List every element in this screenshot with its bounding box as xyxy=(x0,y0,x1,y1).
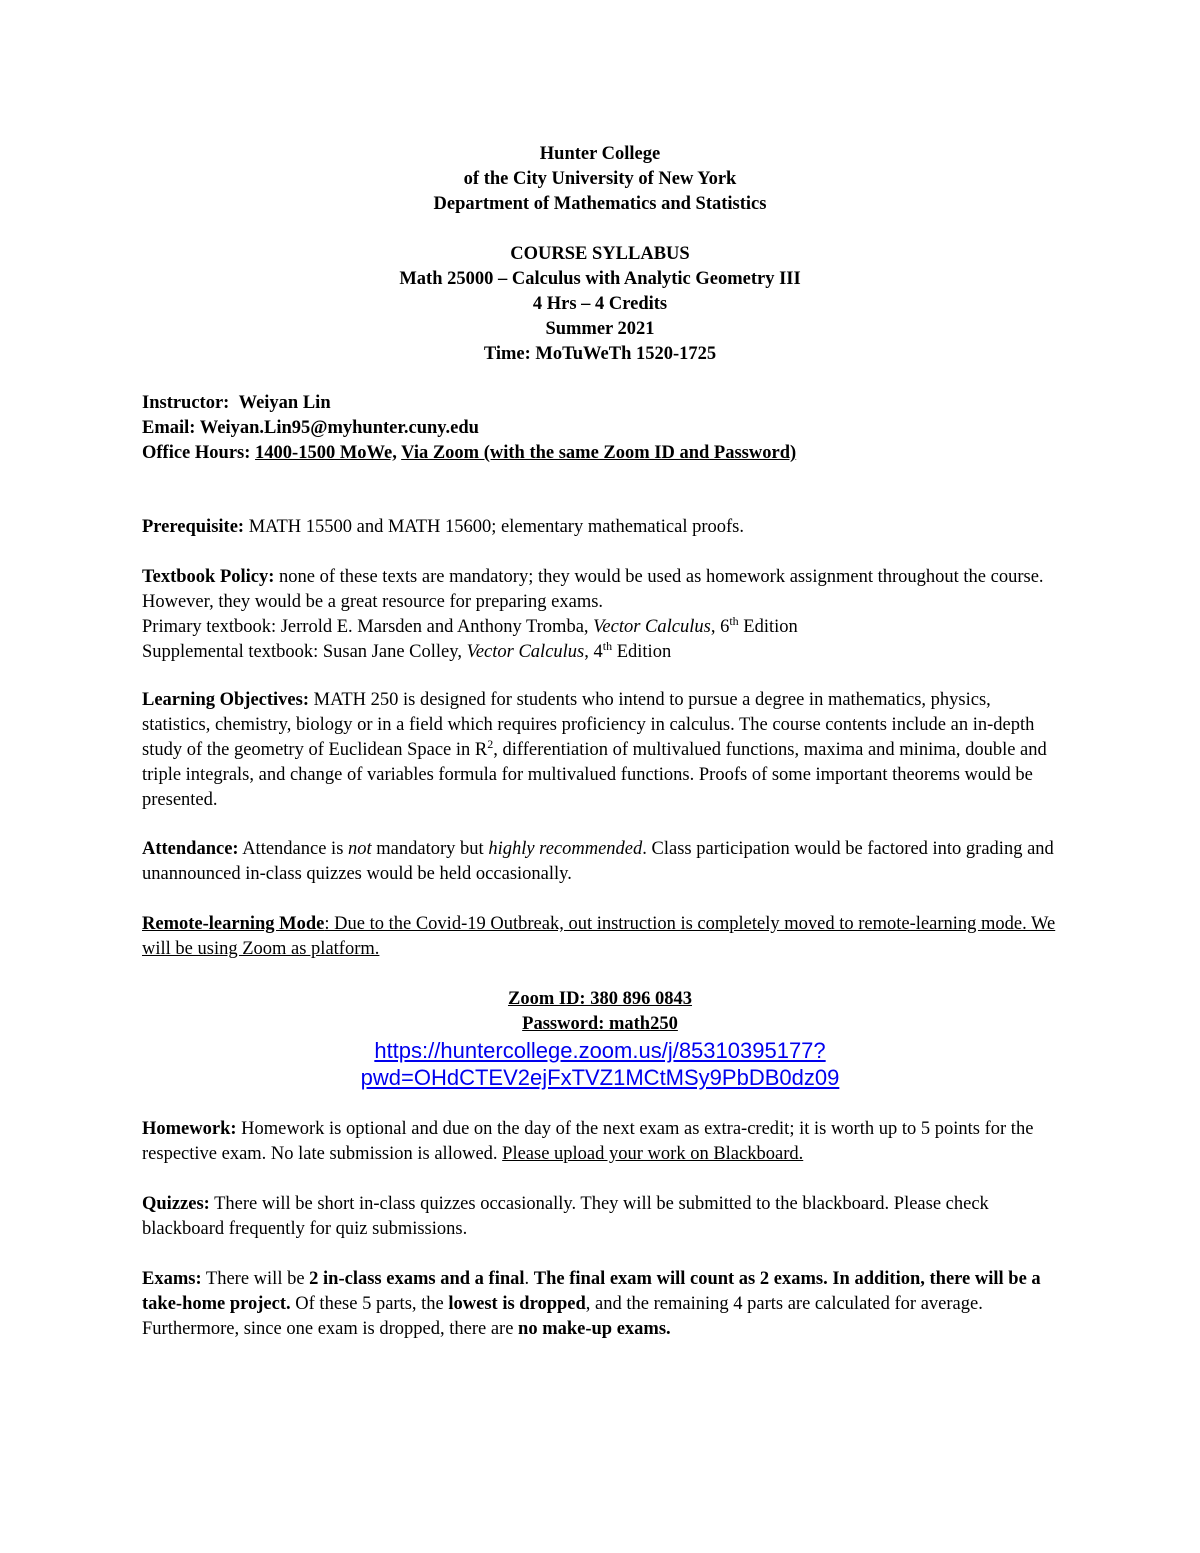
zoom-id: Zoom ID: 380 896 0843 xyxy=(508,989,692,1009)
homework-section xyxy=(142,1117,1062,1167)
office-hours-line xyxy=(142,441,1062,466)
prerequisite-text: MATH 15500 and MATH 15600; elementary mathematical proofs. xyxy=(244,517,744,537)
objectives-section xyxy=(142,688,1062,813)
quizzes-label: Quizzes: xyxy=(142,1194,210,1214)
zoom-link-line-2[interactable]: pwd=OHdCTEV2ejFxTVZ1MCtMSy9PbDB0dz09 xyxy=(360,1065,840,1090)
email-address[interactable]: Weiyan.Lin95@myhunter.cuny.edu xyxy=(199,418,479,438)
quizzes-section xyxy=(142,1192,1062,1242)
remote-label: Remote-learning Mode xyxy=(142,914,325,934)
attendance-label: Attendance: xyxy=(142,839,239,859)
course-title: Math 25000 – Calculus with Analytic Geometry III xyxy=(399,269,801,289)
primary-textbook: Primary textbook: Jerrold E. Marsden and Anthony Tromba, Vector Calculus, 6th Edition xyxy=(142,613,798,637)
quizzes-text: There will be short in-class quizzes occasionally. They will be submitted to the blackboard. Please check blackboard frequently for quiz submissions. xyxy=(142,1194,989,1239)
superscript-2: 2 xyxy=(487,736,494,751)
instructor-info xyxy=(142,391,1062,466)
department-name: Department of Mathematics and Statistics xyxy=(433,194,767,214)
exams-label: Exams: xyxy=(142,1269,202,1289)
zoom-password: Password: math250 xyxy=(522,1014,678,1034)
homework-text: Homework is optional and due on the day of the next exam as extra-credit; it is worth up to 5 points for the respective exam. No late submission is allowed. xyxy=(142,1119,1034,1164)
remote-text: : Due to the Covid-19 Outbreak, out instruction is completely moved to remote-learning mode. We will be using Zoom as platform. xyxy=(142,914,1056,959)
objectives-text-b: , differentiation of multivalued functions, maxima and minima, double and triple integrals, and change of variables formula for multivalued functions. Proofs of some important theorems would be presented. xyxy=(142,740,1047,810)
office-hours-time: 1400-1500 MoWe, xyxy=(255,443,397,463)
instructor-name: Weiyan Lin xyxy=(238,393,331,413)
prerequisite-section xyxy=(142,515,1062,540)
remote-section xyxy=(142,912,1062,962)
syllabus-header xyxy=(0,142,1200,367)
exams-section: Exams: There will be 2 in-class exams and a final. The final exam will count as 2 exams. In addition, there will be a take-home project. Of these 5 parts, the lowest is dropped, and the remaining 4 parts are calculated for average. Furthermore, since one exam is dropped, there are no make-up exams. xyxy=(142,1269,1041,1339)
supplemental-textbook: Supplemental textbook: Susan Jane Colley, Vector Calculus, 4th Edition xyxy=(142,638,672,662)
textbook-section xyxy=(142,565,1062,665)
doc-type: COURSE SYLLABUS xyxy=(510,244,690,264)
term: Summer 2021 xyxy=(545,319,655,339)
objectives-label: Learning Objectives: xyxy=(142,690,309,710)
university-name: of the City University of New York xyxy=(463,169,737,189)
zoom-info xyxy=(0,987,1200,1091)
homework-upload: Please upload your work on Blackboard. xyxy=(502,1144,804,1164)
instructor-label: Instructor: xyxy=(142,393,230,413)
textbook-label: Textbook Policy: xyxy=(142,567,275,587)
objectives-text-a: MATH 250 is designed for students who intend to pursue a degree in mathematics, physics, statistics, chemistry, biology or in a field which requires proficiency in calculus. The course contents include an in-depth study of the geometry of Euclidean Space in R xyxy=(142,690,1035,760)
attendance-section: Attendance: Attendance is not mandatory but highly recommended. Class participation would be factored into grading and unannounced in-class quizzes would be held occasionally. xyxy=(142,839,1054,884)
college-name: Hunter College xyxy=(539,144,661,164)
hours-credits: 4 Hrs – 4 Credits xyxy=(532,294,668,314)
homework-label: Homework: xyxy=(142,1119,237,1139)
instructor-line xyxy=(142,391,1062,416)
office-hours-via: Via Zoom (with the same Zoom ID and Password) xyxy=(401,443,797,463)
email-line xyxy=(142,416,1062,441)
zoom-link-line-1[interactable]: https://huntercollege.zoom.us/j/85310395177? xyxy=(374,1038,826,1063)
class-time: Time: MoTuWeTh 1520-1725 xyxy=(483,344,717,364)
textbook-text: none of these texts are mandatory; they would be used as homework assignment throughout the course. However, they would be a great resource for preparing exams. xyxy=(142,567,1044,612)
email-label: Email: xyxy=(142,418,196,438)
office-hours-label: Office Hours: xyxy=(142,443,251,463)
prerequisite-label: Prerequisite: xyxy=(142,517,245,537)
